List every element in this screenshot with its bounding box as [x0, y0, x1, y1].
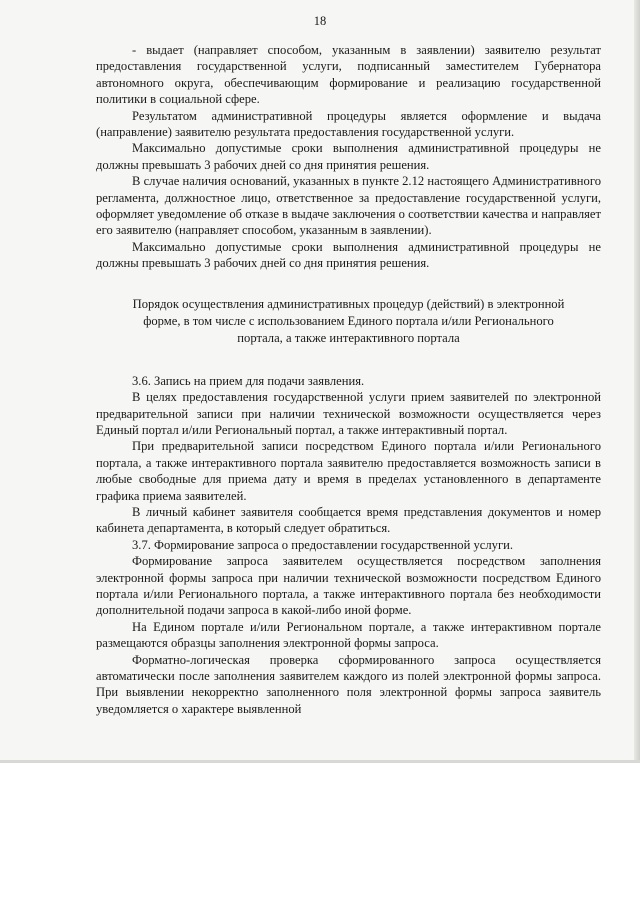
paragraph-preliminary-record: При предварительной записи посредством Единого портала и/или Регионального портала, а также интерактивного портала заявителю предоставляется возможность записи в любые свободные для приема дату и время в пределах установленного в департаменте графика приема заявителей. [96, 439, 601, 503]
scan-edge-shadow [634, 0, 640, 763]
paragraph-3-6-title: 3.6. Запись на прием для подачи заявления. [132, 373, 365, 388]
paragraph-max-terms: Максимально допустимые сроки выполнения административной процедуры не должны превышать 3 рабочих дней со дня принятия решения. [96, 141, 601, 172]
paragraph-procedure-result: Результатом административной процедуры является оформление и выдача (направление) заявителю результата предоставления государственной услуги. [96, 108, 601, 140]
paragraph-electronic-appointment: В целях предоставления государственной услуги прием заявителей по электронной предварительной записи при наличии технической возможности осуществляется через Единый портал и/или Региональный портал, а также интерактивный портал. [96, 390, 601, 437]
paragraph-request-forming: Формирование запроса заявителем осуществляется посредством заполнения электронной формы запроса при наличии технической возможности посредством Единого портала и/или Регионального портала, а также интерактивного портала без необходимости дополнительной подачи запроса в какой-либо иной форме. [96, 554, 601, 618]
document-body [96, 42, 601, 717]
paragraph-refusal: В случае наличия оснований, указанных в пункте 2.12 настоящего Административного регламента, должностное лицо, ответственное за предоставление государственной услуги, оформляет уведомление об отказе в выдаче заключения о соответствии качества и направляет его заявителю (направляет способом, указанным в заявлении). [96, 174, 601, 238]
paragraph-format-check: Форматно-логическая проверка сформированного запроса осуществляется автоматически после заполнения заявителем каждого из полей электронной формы запроса. При выявлении некорректно заполненного поля электронной формы запроса заявитель уведомляется о характере выявленной [96, 652, 601, 716]
paragraph-3-7-title: 3.7. Формирование запроса о предоставлении государственной услуги. [132, 537, 514, 552]
paragraph-max-terms-refusal: Максимально допустимые сроки выполнения административной процедуры не должны превышать 3 рабочих дней со дня принятия решения. [96, 239, 601, 271]
paragraph-personal-account: В личный кабинет заявителя сообщается время представления документов и номер кабинета департамента, в который следует обратиться. [96, 504, 601, 536]
paragraph-form-samples: На Едином портале и/или Региональном портале, а также интерактивном портале размещаются образцы заполнения электронной формы запроса. [96, 619, 601, 651]
section-heading: Порядок осуществления административных процедур (действий) в электронной форме, в том числе с использованием Единого портала и/или Регионального портала, а также интерактивного портала [132, 296, 565, 345]
page-number: 18 [313, 14, 327, 28]
paragraph-issue-result: - выдает (направляет способом, указанным в заявлении) заявителю результат предоставления государственной услуги, подписанный заместителем Губернатора автономного округа, обеспечивающим формирование и реализацию государственной политики в социальной сфере. [96, 43, 601, 107]
scan-bottom-edge [0, 760, 640, 763]
